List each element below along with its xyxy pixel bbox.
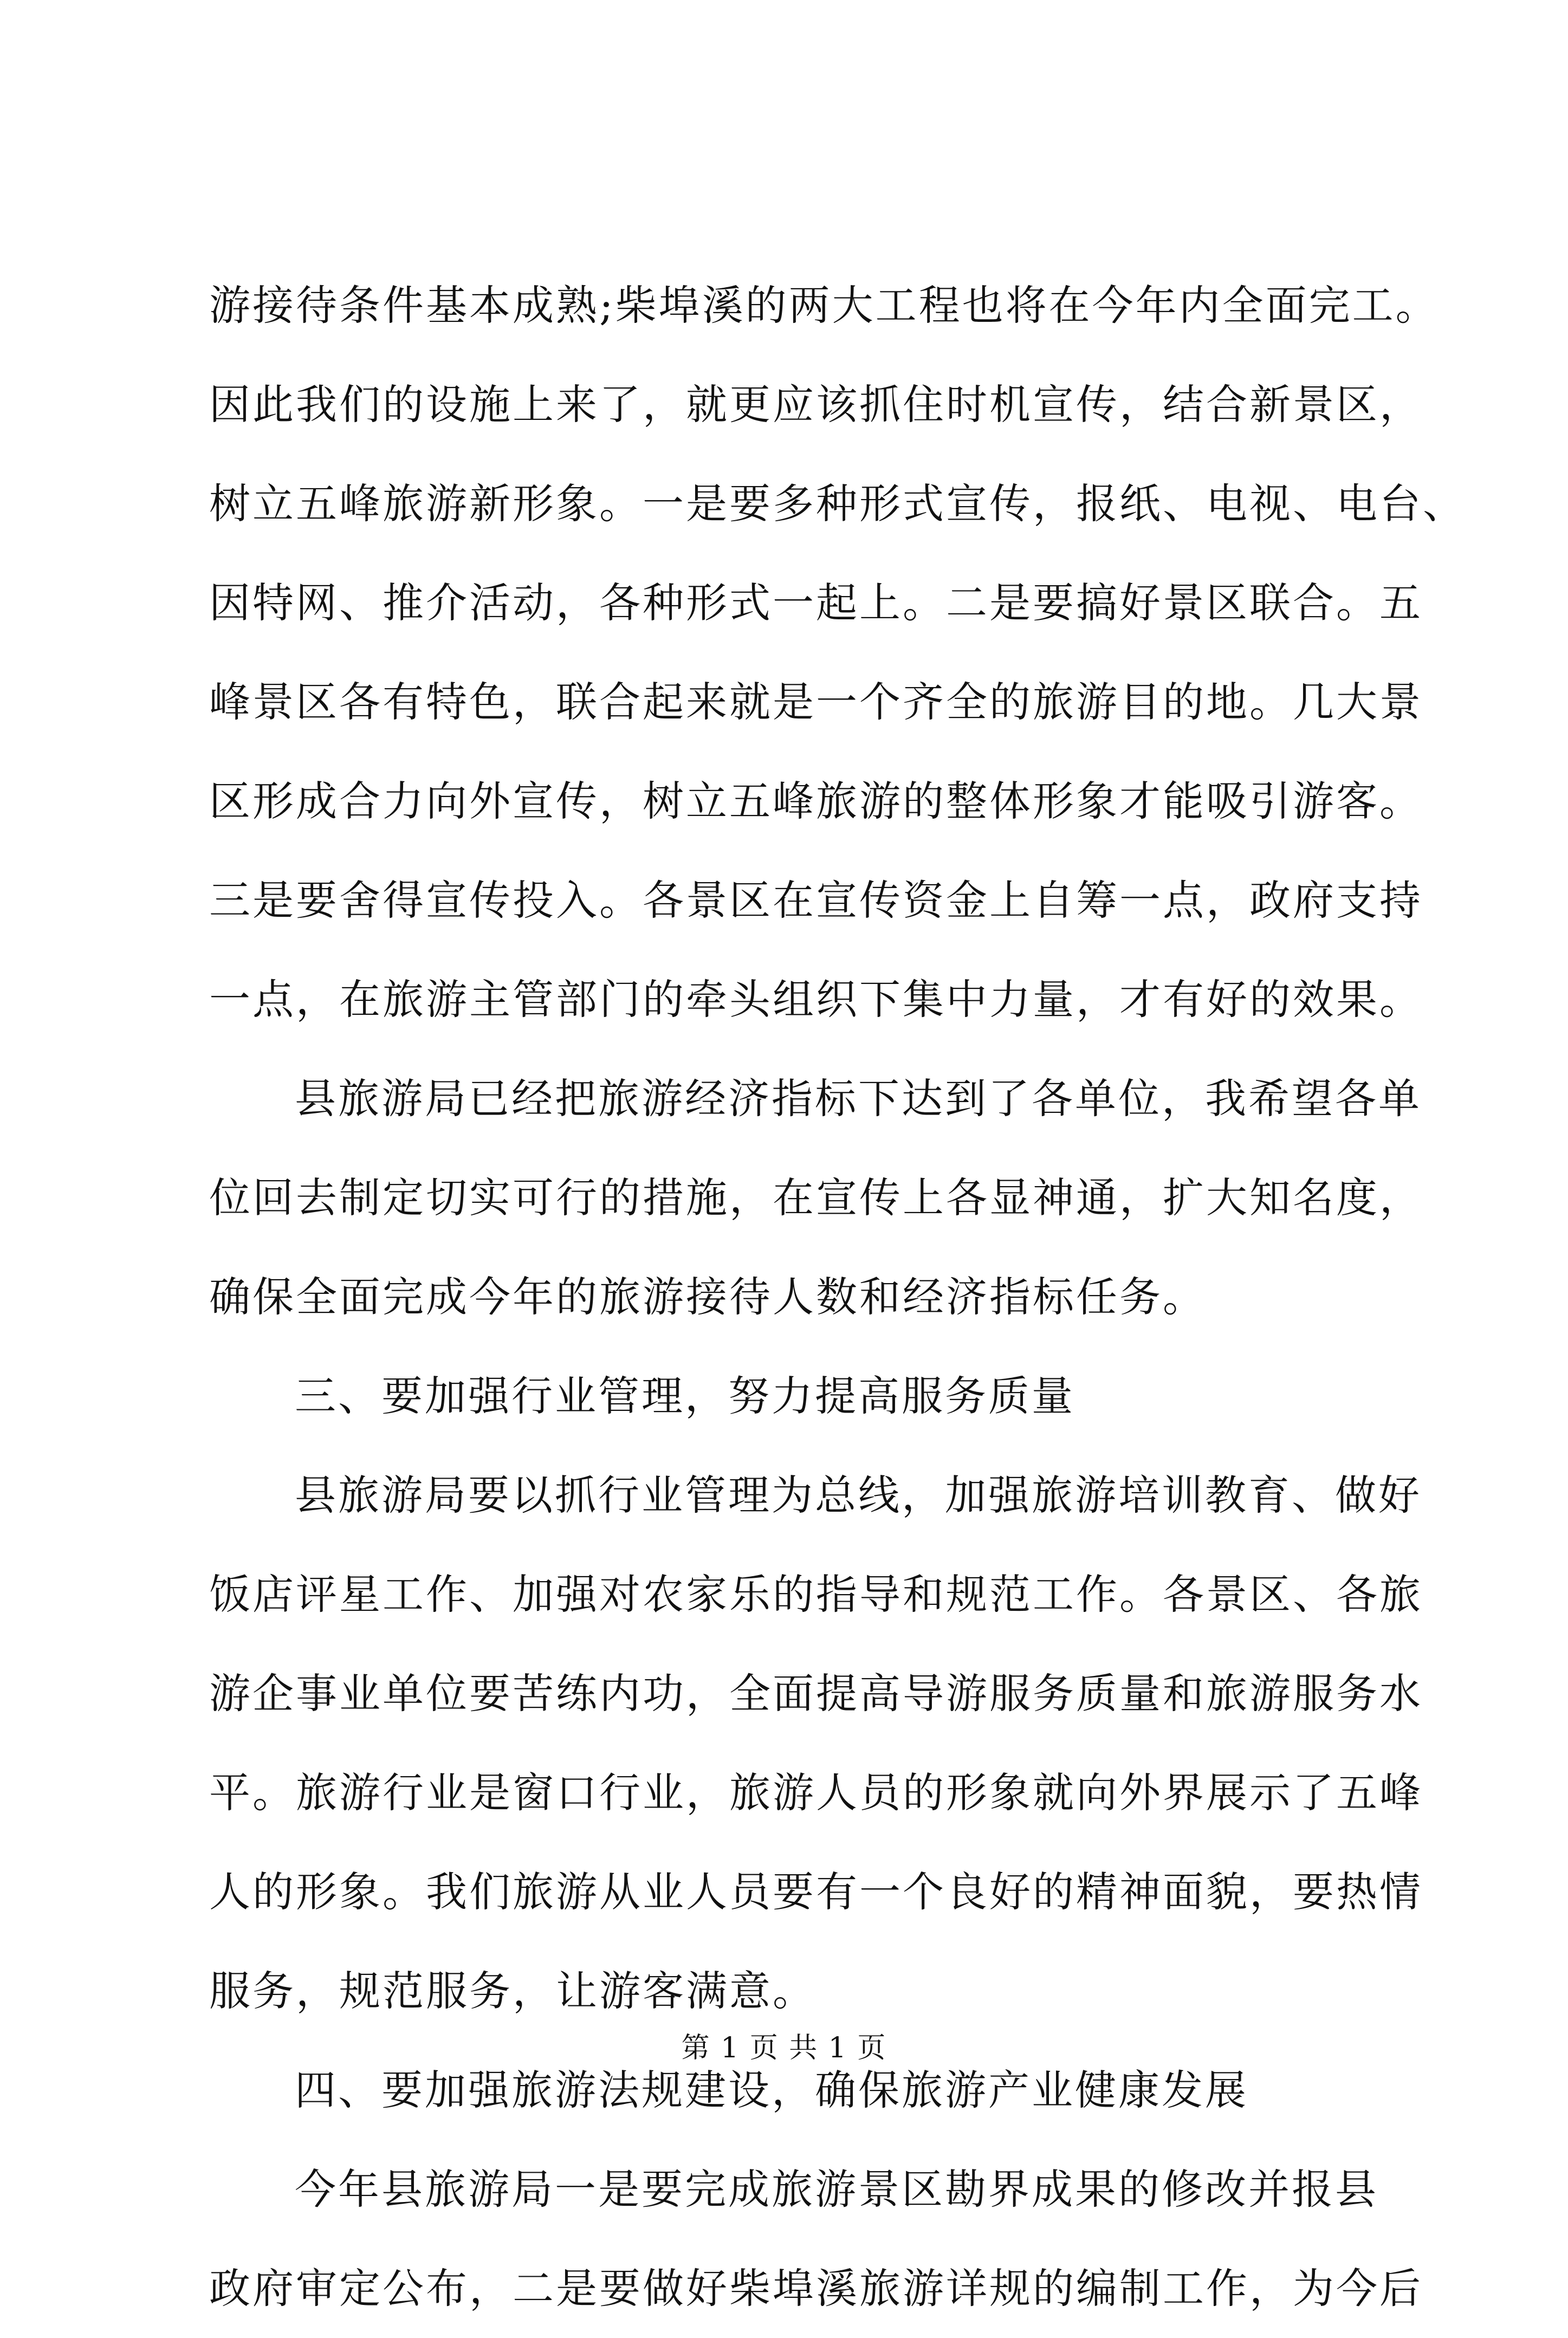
text-line: 区形成合力向外宣传，树立五峰旅游的整体形象才能吸引游客。 xyxy=(209,777,1423,825)
text-line: 三是要舍得宣传投入。各景区在宣传资金上自筹一点，政府支持 xyxy=(209,876,1423,924)
paragraph-start-line: 县旅游局要以抓行业管理为总线，加强旅游培训教育、做好 xyxy=(295,1471,1422,1519)
text-line: 人的形象。我们旅游从业人员要有一个良好的精神面貌，要热情 xyxy=(209,1868,1423,1916)
text-line: 一点，在旅游主管部门的牵头组织下集中力量，才有好的效果。 xyxy=(209,975,1423,1024)
section-heading-3: 三、要加强行业管理，努力提高服务质量 xyxy=(295,1372,1075,1420)
text-line: 饭店评星工作、加强对农家乐的指导和规范工作。各景区、各旅 xyxy=(209,1570,1423,1618)
text-line: 游企事业单位要苦练内功，全面提高导游服务质量和旅游服务水 xyxy=(209,1669,1423,1718)
text-line: 平。旅游行业是窗口行业，旅游人员的形象就向外界展示了五峰 xyxy=(209,1769,1423,1817)
document-body xyxy=(209,256,1466,2338)
text-line: 确保全面完成今年的旅游接待人数和经济指标任务。 xyxy=(209,1273,1206,1321)
text-line: 游接待条件基本成熟;柴埠溪的两大工程也将在今年内全面完工。 xyxy=(209,281,1439,329)
text-line: 因此我们的设施上来了，就更应该抓住时机宣传，结合新景区， xyxy=(209,380,1423,429)
page-footer: 第 1 页 共 1 页 xyxy=(681,2032,887,2064)
text-line: 位回去制定切实可行的措施，在宣传上各显神通，扩大知名度， xyxy=(209,1174,1423,1222)
text-line: 峰景区各有特色，联合起来就是一个齐全的旅游目的地。几大景 xyxy=(209,678,1423,726)
text-line: 服务，规范服务，让游客满意。 xyxy=(209,1967,816,2015)
section-heading-4: 四、要加强旅游法规建设，确保旅游产业健康发展 xyxy=(295,2066,1248,2114)
text-line: 政府审定公布，二是要做好柴埠溪旅游详规的编制工作，为今后 xyxy=(209,2264,1423,2313)
paragraph-start-line: 今年县旅游局一是要完成旅游景区勘界成果的修改并报县 xyxy=(295,2165,1378,2213)
text-line: 因特网、推介活动，各种形式一起上。二是要搞好景区联合。五 xyxy=(209,579,1423,627)
text-line: 树立五峰旅游新形象。一是要多种形式宣传，报纸、电视、电台、 xyxy=(209,480,1466,528)
paragraph-start-line: 县旅游局已经把旅游经济指标下达到了各单位，我希望各单 xyxy=(295,1074,1422,1123)
